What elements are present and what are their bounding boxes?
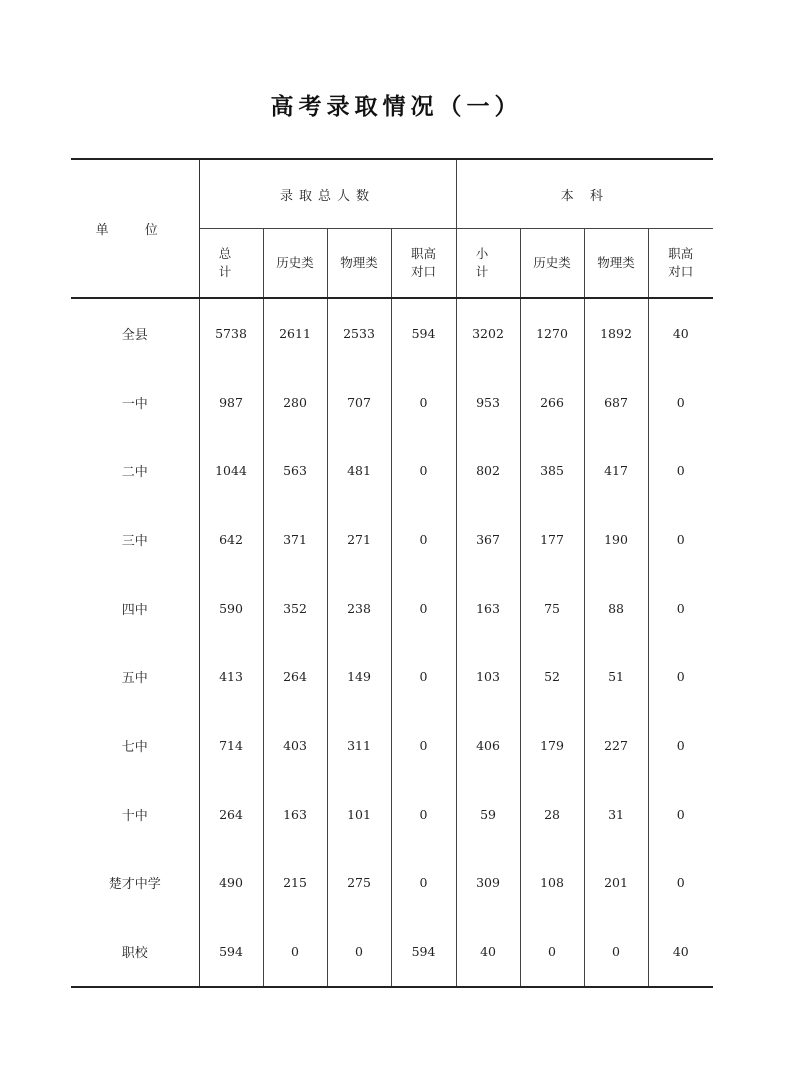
group-header-total: 录取总人数 — [199, 159, 456, 229]
table-cell: 88 — [584, 574, 648, 643]
table-row — [71, 917, 713, 987]
table-cell: 215 — [263, 849, 327, 918]
table-cell: 311 — [327, 711, 391, 780]
table-cell: 594 — [391, 298, 456, 368]
table-cell: 201 — [584, 849, 648, 918]
column-header-line1: 物理类 — [340, 255, 378, 270]
table-cell: 0 — [676, 463, 685, 479]
table-cell: 367 — [456, 505, 520, 574]
table-cell: 101 — [327, 780, 391, 849]
column-header-line1: 历史类 — [276, 255, 314, 270]
table-cell: 406 — [456, 711, 520, 780]
table-cell: 707 — [327, 368, 391, 437]
table-cell: 40 — [672, 325, 689, 341]
column-header-line1: 物理类 — [597, 255, 635, 270]
table-row — [71, 780, 713, 849]
table-cell: 0 — [676, 600, 685, 616]
table-cell: 52 — [520, 642, 584, 711]
column-header — [391, 229, 456, 299]
column-header-line2: 对口 — [411, 264, 437, 279]
column-header — [520, 229, 584, 299]
table-cell: 0 — [520, 917, 584, 987]
table-cell: 0 — [391, 849, 456, 918]
table-cell: 179 — [520, 711, 584, 780]
row-unit-name: 四中 — [71, 574, 199, 643]
table-cell: 266 — [520, 368, 584, 437]
column-header-line1: 职高 — [668, 246, 694, 261]
table-row — [71, 574, 713, 643]
table-cell: 309 — [456, 849, 520, 918]
column-header-line1: 历史类 — [533, 255, 571, 270]
column-header-line1: 小 计 — [475, 246, 501, 279]
column-header — [456, 229, 520, 299]
table-cell: 3202 — [456, 298, 520, 368]
table-cell: 190 — [584, 505, 648, 574]
table-cell: 0 — [676, 875, 685, 891]
column-header-line1: 总 计 — [218, 246, 244, 279]
table-cell: 227 — [584, 711, 648, 780]
row-unit-name: 十中 — [71, 780, 199, 849]
table-cell: 490 — [199, 849, 263, 918]
row-unit-name: 三中 — [71, 505, 199, 574]
table-cell: 0 — [391, 711, 456, 780]
table-row — [71, 505, 713, 574]
table-cell: 271 — [327, 505, 391, 574]
table-cell: 40 — [648, 917, 713, 987]
table-cell: 403 — [263, 711, 327, 780]
table-row — [71, 436, 713, 505]
table-cell: 987 — [199, 368, 263, 437]
row-unit-name: 七中 — [71, 711, 199, 780]
table-cell: 5738 — [199, 298, 263, 368]
table-cell: 594 — [199, 917, 263, 987]
table-row — [71, 298, 713, 368]
table-cell: 0 — [584, 917, 648, 987]
table-cell: 594 — [391, 917, 456, 987]
table-cell: 28 — [520, 780, 584, 849]
table-cell: 59 — [456, 780, 520, 849]
table-cell: 0 — [676, 394, 685, 410]
row-unit-name: 职校 — [71, 917, 199, 987]
table-cell: 385 — [520, 436, 584, 505]
table-cell: 0 — [391, 368, 456, 437]
table-row — [71, 849, 713, 918]
table-cell: 0 — [676, 531, 685, 547]
column-header — [327, 229, 391, 299]
table-cell: 163 — [456, 574, 520, 643]
table-cell: 103 — [456, 642, 520, 711]
table-cell: 371 — [263, 505, 327, 574]
table-cell: 0 — [391, 505, 456, 574]
table-cell: 417 — [584, 436, 648, 505]
table-cell: 642 — [199, 505, 263, 574]
table-cell: 0 — [327, 917, 391, 987]
table-cell: 264 — [263, 642, 327, 711]
table-cell: 177 — [520, 505, 584, 574]
group-header-undergrad: 本 科 — [456, 159, 713, 229]
table-cell: 590 — [199, 574, 263, 643]
table-cell: 108 — [520, 849, 584, 918]
column-header — [199, 229, 263, 299]
table-cell: 163 — [263, 780, 327, 849]
table-cell: 2533 — [327, 298, 391, 368]
table-cell: 687 — [584, 368, 648, 437]
table-row — [71, 642, 713, 711]
table-cell: 149 — [327, 642, 391, 711]
table-row — [71, 368, 713, 437]
table-cell: 0 — [676, 669, 685, 685]
table-cell: 1270 — [520, 298, 584, 368]
table-cell: 40 — [456, 917, 520, 987]
table-cell: 0 — [391, 574, 456, 643]
table-cell: 51 — [584, 642, 648, 711]
table-cell: 0 — [263, 917, 327, 987]
column-header — [584, 229, 648, 299]
unit-header: 单 位 — [71, 159, 199, 298]
table-cell: 75 — [520, 574, 584, 643]
table-cell: 275 — [327, 849, 391, 918]
table-cell: 714 — [199, 711, 263, 780]
table-cell: 2611 — [263, 298, 327, 368]
table-cell: 0 — [391, 780, 456, 849]
column-header-line2: 对口 — [668, 264, 694, 279]
row-unit-name: 五中 — [71, 642, 199, 711]
row-unit-name: 全县 — [71, 298, 199, 368]
table-cell: 0 — [676, 737, 685, 753]
table-cell: 802 — [456, 436, 520, 505]
table-cell: 280 — [263, 368, 327, 437]
column-header — [263, 229, 327, 299]
table-cell: 0 — [676, 806, 685, 822]
table-cell: 953 — [456, 368, 520, 437]
table-cell: 563 — [263, 436, 327, 505]
column-header-line1: 职高 — [411, 246, 437, 261]
table-cell: 264 — [199, 780, 263, 849]
table-cell: 413 — [199, 642, 263, 711]
table-cell: 352 — [263, 574, 327, 643]
table-cell: 1044 — [199, 436, 263, 505]
column-header — [648, 229, 713, 299]
row-unit-name: 楚才中学 — [71, 849, 199, 918]
table-cell: 1892 — [584, 298, 648, 368]
table-cell: 481 — [327, 436, 391, 505]
table-cell: 0 — [391, 642, 456, 711]
table-row — [71, 711, 713, 780]
table-cell: 31 — [584, 780, 648, 849]
page-title: 高考录取情况（一） — [270, 93, 523, 120]
table-cell: 238 — [327, 574, 391, 643]
row-unit-name: 二中 — [71, 436, 199, 505]
admission-table — [71, 158, 713, 988]
table-cell: 0 — [391, 436, 456, 505]
row-unit-name: 一中 — [71, 368, 199, 437]
